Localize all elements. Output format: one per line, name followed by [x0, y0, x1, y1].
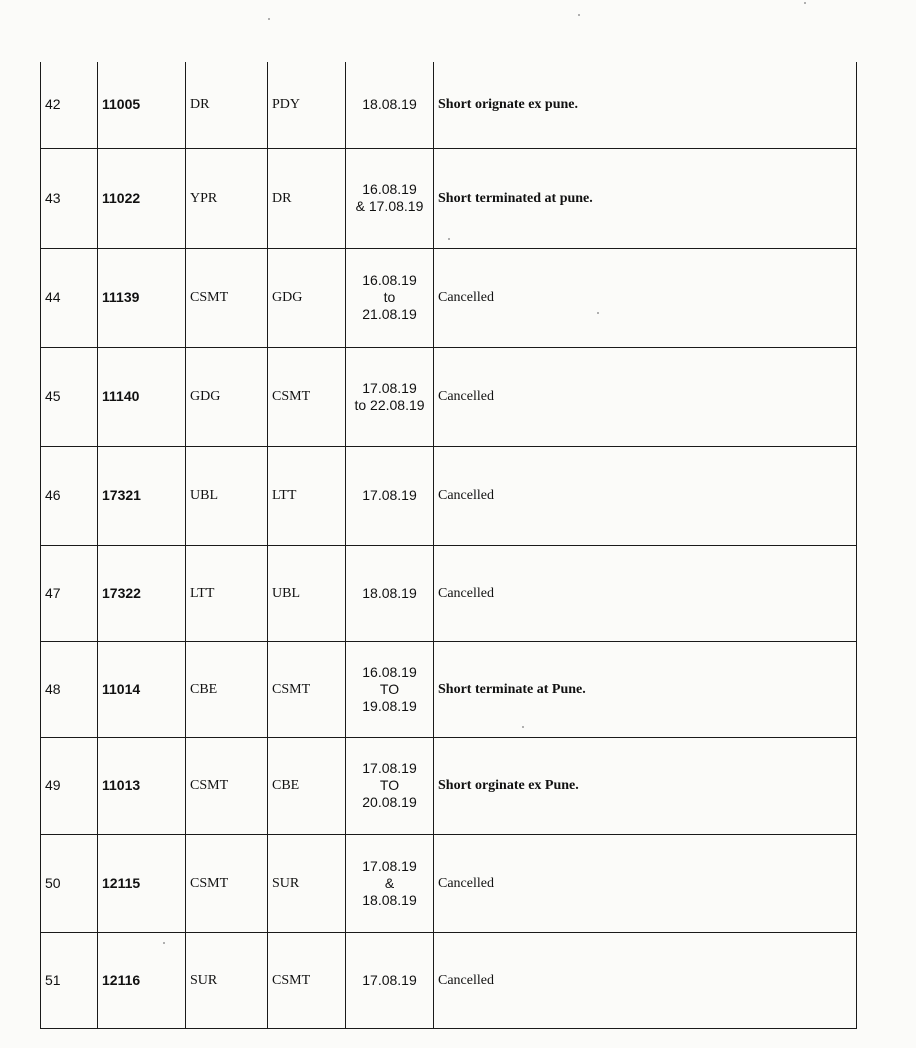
table-row [41, 347, 857, 446]
serial-number-cell: 44 [41, 248, 98, 347]
train-number-cell: 11139 [98, 248, 186, 347]
serial-number-cell: 48 [41, 641, 98, 737]
date-line: 18.08.19 [362, 96, 417, 113]
table-row [41, 932, 857, 1028]
remarks-cell: Cancelled [434, 932, 857, 1028]
to-station-cell: DR [268, 148, 346, 248]
date-line: & [384, 874, 395, 891]
date-cell [346, 148, 434, 248]
date-line: 18.08.19 [362, 891, 417, 908]
serial-number-cell: 49 [41, 737, 98, 834]
serial-number-cell: 46 [41, 446, 98, 545]
date-cell [346, 347, 434, 446]
date-line: 16.08.19 [362, 181, 417, 197]
from-station-cell: CBE [186, 641, 268, 737]
from-station-cell: LTT [186, 545, 268, 641]
train-number-cell: 12116 [98, 932, 186, 1028]
train-number-cell: 11022 [98, 148, 186, 248]
date-line: TO [379, 680, 400, 697]
date-line: 17.08.19 [362, 971, 417, 988]
date-cell [346, 834, 434, 932]
date-cell [346, 641, 434, 737]
table-row [41, 62, 857, 148]
date-cell [346, 932, 434, 1028]
train-number-cell: 11005 [98, 62, 186, 148]
to-station-cell: CSMT [268, 932, 346, 1028]
date-line: 16.08.19 [362, 272, 417, 288]
from-station-cell: CSMT [186, 737, 268, 834]
date-line: 17.08.19 [362, 760, 417, 776]
to-station-cell: CBE [268, 737, 346, 834]
train-schedule-table [40, 62, 857, 1029]
to-station-cell: CSMT [268, 347, 346, 446]
date-line: 19.08.19 [362, 697, 417, 714]
train-number-cell: 11014 [98, 641, 186, 737]
serial-number-cell: 50 [41, 834, 98, 932]
date-line: 17.08.19 [362, 379, 417, 396]
to-station-cell: PDY [268, 62, 346, 148]
to-station-cell: UBL [268, 545, 346, 641]
train-number-cell: 11013 [98, 737, 186, 834]
remarks-cell: Short orignate ex pune. [434, 62, 857, 148]
scan-speck [597, 312, 599, 314]
remarks-cell: Cancelled [434, 446, 857, 545]
train-number-cell: 17321 [98, 446, 186, 545]
table-row [41, 446, 857, 545]
from-station-cell: YPR [186, 148, 268, 248]
date-cell [346, 62, 434, 148]
from-station-cell: GDG [186, 347, 268, 446]
date-line: & 17.08.19 [355, 198, 424, 214]
date-line: 17.08.19 [362, 487, 417, 503]
train-number-cell: 11140 [98, 347, 186, 446]
from-station-cell: SUR [186, 932, 268, 1028]
scan-speck [268, 18, 270, 20]
from-station-cell: CSMT [186, 248, 268, 347]
remarks-cell: Cancelled [434, 248, 857, 347]
date-line: 20.08.19 [362, 794, 417, 810]
remarks-cell: Cancelled [434, 545, 857, 641]
to-station-cell: SUR [268, 834, 346, 932]
date-cell [346, 248, 434, 347]
serial-number-cell: 42 [41, 62, 98, 148]
date-cell [346, 737, 434, 834]
table-row [41, 148, 857, 248]
date-cell [346, 446, 434, 545]
table-row [41, 737, 857, 834]
serial-number-cell: 45 [41, 347, 98, 446]
table-row [41, 545, 857, 641]
serial-number-cell: 51 [41, 932, 98, 1028]
to-station-cell: GDG [268, 248, 346, 347]
date-cell [346, 545, 434, 641]
table-row [41, 641, 857, 737]
train-number-cell: 17322 [98, 545, 186, 641]
date-line: 16.08.19 [362, 663, 417, 680]
remarks-cell: Short terminate at Pune. [434, 641, 857, 737]
from-station-cell: DR [186, 62, 268, 148]
remarks-cell: Cancelled [434, 347, 857, 446]
from-station-cell: UBL [186, 446, 268, 545]
remarks-cell: Cancelled [434, 834, 857, 932]
date-line: 17.08.19 [362, 857, 417, 874]
train-number-cell: 12115 [98, 834, 186, 932]
remarks-cell: Short orginate ex Pune. [434, 737, 857, 834]
scan-speck [522, 726, 524, 728]
scan-speck [804, 2, 806, 4]
date-line: to [383, 289, 396, 305]
serial-number-cell: 47 [41, 545, 98, 641]
scan-speck [163, 942, 165, 944]
serial-number-cell: 43 [41, 148, 98, 248]
scan-speck [448, 238, 450, 240]
to-station-cell: LTT [268, 446, 346, 545]
remarks-cell: Short terminated at pune. [434, 148, 857, 248]
table-row [41, 834, 857, 932]
date-line: to 22.08.19 [354, 396, 425, 413]
date-line: TO [379, 777, 400, 793]
date-line: 21.08.19 [362, 306, 417, 322]
from-station-cell: CSMT [186, 834, 268, 932]
scan-speck [578, 14, 580, 16]
date-line: 18.08.19 [362, 584, 417, 601]
table-row [41, 248, 857, 347]
to-station-cell: CSMT [268, 641, 346, 737]
